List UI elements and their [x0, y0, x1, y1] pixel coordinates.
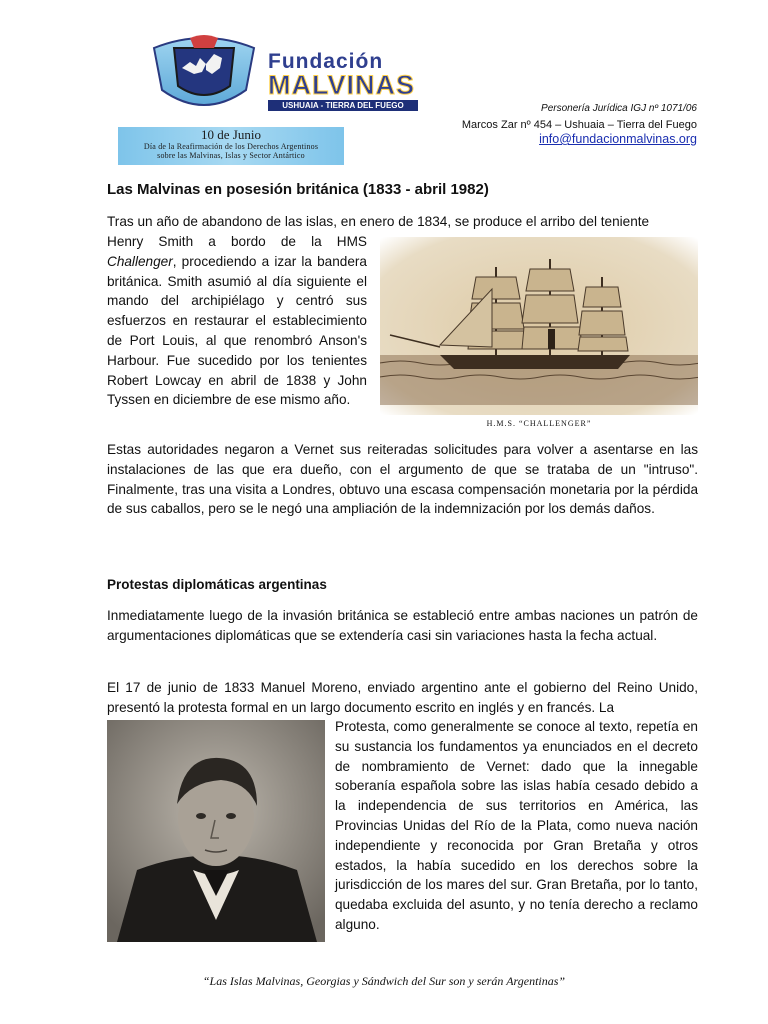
page-title: Las Malvinas en posesión británica (1833 - abril 1982) — [107, 181, 489, 198]
p1-text-b: , procediendo a izar la bandera británica. Smith asumió al día siguiente el mando del archipiélago y centró sus esfuerzos en restaurar el establecimiento de Port Louis, al que renombró Anson's Harbour. Fue sucedido por los tenientes Robert Lowcay en abril de 1838 y John Tyssen en diciembre de ese mismo año. — [107, 253, 367, 408]
ship-illustration — [380, 237, 698, 415]
p1-text-a: Henry Smith a bordo de la HMS — [107, 234, 367, 249]
p1-ship-name: Challenger — [107, 253, 173, 269]
paragraph-4-column: Protesta, como generalmente se conoce al texto, repetía en su sustancia los fundamentos ya enunciados en el decreto de nombramiento de Vernet: dado que la innegable soberanía española sobre las islas había cesado debido a la independencia de sus territorios en América, las Provincias Unidas del Río de la Plata, como nueva nación independiente y reconocida por Gran Bretaña y otros estados, la había sucedido en los derechos sobre la jurisdicción de los mares del sur. Gran Bretaña, por lo tanto, quedaba excluida del asunto, y no tenía derecho a reclamo alguno. — [335, 719, 698, 932]
malvinas-shield-icon — [150, 34, 258, 116]
paragraph-1-intro: Tras un año de abandono de las islas, en enero de 1834, se produce el arribo del teniente — [107, 214, 650, 229]
ship-caption: H.M.S. “CHALLENGER” — [486, 419, 592, 428]
logo-wordmark — [268, 52, 418, 111]
paragraph-1-column — [107, 232, 367, 410]
email-link[interactable]: info@fundacionmalvinas.org — [539, 132, 697, 146]
banner-date: 10 de Junio — [201, 127, 261, 142]
footer-motto: “Las Islas Malvinas, Georgias y Sándwich del Sur son y serán Argentinas” — [202, 974, 566, 988]
address: Marcos Zar nº 454 – Ushuaia – Tierra del Fuego — [461, 119, 697, 131]
legal-registration: Personería Jurídica IGJ nº 1071/06 — [541, 103, 697, 114]
logo-line1: Fundación — [268, 50, 384, 73]
paragraph-4-intro: El 17 de junio de 1833 Manuel Moreno, enviado argentino ante el gobierno del Reino Unido, presentó la protesta formal en un largo documento escrito en inglés y en francés. La — [107, 680, 698, 715]
banner-line1: Día de la Reafirmación de los Derechos Argentinos — [143, 142, 319, 151]
portrait-image — [107, 720, 325, 942]
paragraph-3: Inmediatamente luego de la invasión británica se estableció entre ambas naciones un patrón de argumentaciones diplomáticas que se extendería casi sin variaciones hasta la fecha actual. — [107, 608, 698, 643]
logo-line2: MALVINAS — [268, 70, 415, 100]
banner-line2: sobre las Malvinas, Islas y Sector Antártico — [157, 151, 305, 160]
section-heading: Protestas diplomáticas argentinas — [107, 577, 327, 592]
commemoration-banner — [118, 127, 344, 165]
paragraph-2: Estas autoridades negaron a Vernet sus reiteradas solicitudes para volver a asentarse en las instalaciones de las que era dueño, con el argumento de que se trataba de un "intruso". Finalmente, tras una visita a Londres, obtuvo una escasa compensación monetaria por la pérdida de sus caballos, pero se le negó una ampliación de la indemnización por los demás daños. — [107, 442, 698, 517]
logo-line3: USHUAIA - TIERRA DEL FUEGO — [268, 100, 418, 111]
